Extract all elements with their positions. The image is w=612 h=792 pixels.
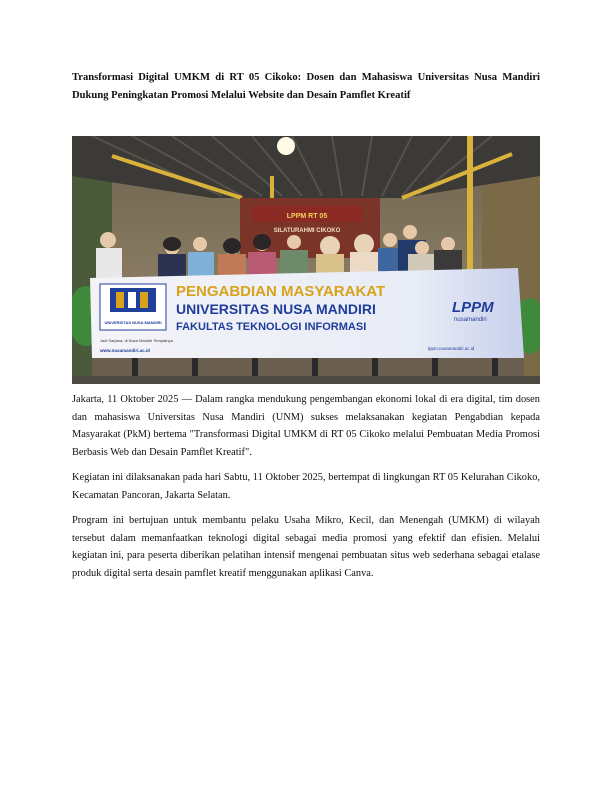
article-body (72, 391, 540, 590)
article-title: Transformasi Digital UMKM di RT 05 Cikoko: Dosen dan Mahasiswa Universitas Nusa Mandiri Dukung Peningkatan Promosi Melalui Website dan Desain Pamflet Kreatif (72, 72, 540, 101)
banner-motto: Jadi Sarjana, di Nusa Mandiri Tempatnya (100, 338, 173, 343)
banner-lppm-sub: nusamandiri (454, 317, 487, 323)
banner-logo-text: UNIVERSITAS NUSA MANDIRI (104, 320, 162, 325)
background-sign-2: SILATURAHMI CIKOKO (273, 228, 341, 234)
paragraph-schedule: Kegiatan ini dilaksanakan pada hari Sabtu, 11 Oktober 2025, bertempat di lingkungan RT 05 Kelurahan Cikoko, Kecamatan Pancoran, Jakarta Selatan. (72, 472, 540, 501)
paragraph-intro: Jakarta, 11 Oktober 2025 — Dalam rangka mendukung pengembangan ekonomi lokal di era digital, tim dosen dan mahasiswa Universitas Nusa Mandiri (UNM) sukses melaksanakan kegiatan Pengabdian kepada Masyarakat (PkM) bertema "Transformasi Digital UMKM di RT 05 Cikoko melalui Pembuatan Media Promosi Berbasis Web dan Desain Pamflet Kreatif". (72, 394, 540, 458)
event-photo (72, 136, 540, 384)
banner-faculty: FAKULTAS TEKNOLOGI INFORMASI (176, 321, 367, 333)
paragraph-program: Program ini bertujuan untuk membantu pelaku Usaha Mikro, Kecil, dan Menengah (UMKM) di wilayah tersebut dalam memanfaatkan teknologi digital sebagai media promosi yang efektif dan efisien. Melalui kegiatan ini, para peserta diberikan pelatihan intensif mengenai pembuatan situs web sederhana sebagai etalase produk digital serta desain pamflet kreatif menggunakan aplikasi Canva. (72, 515, 540, 579)
banner-heading: PENGABDIAN MASYARAKAT (176, 283, 386, 300)
background-sign-1: LPPM RT 05 (286, 213, 328, 220)
banner-university: UNIVERSITAS NUSA MANDIRI (176, 301, 376, 317)
banner-lppm-site: lppm.nusamandiri.ac.id (428, 346, 475, 351)
banner-website: www.nusamandiri.ac.id (100, 348, 150, 353)
event-banner (90, 268, 524, 358)
banner-lppm-logo: LPPM (452, 299, 494, 316)
